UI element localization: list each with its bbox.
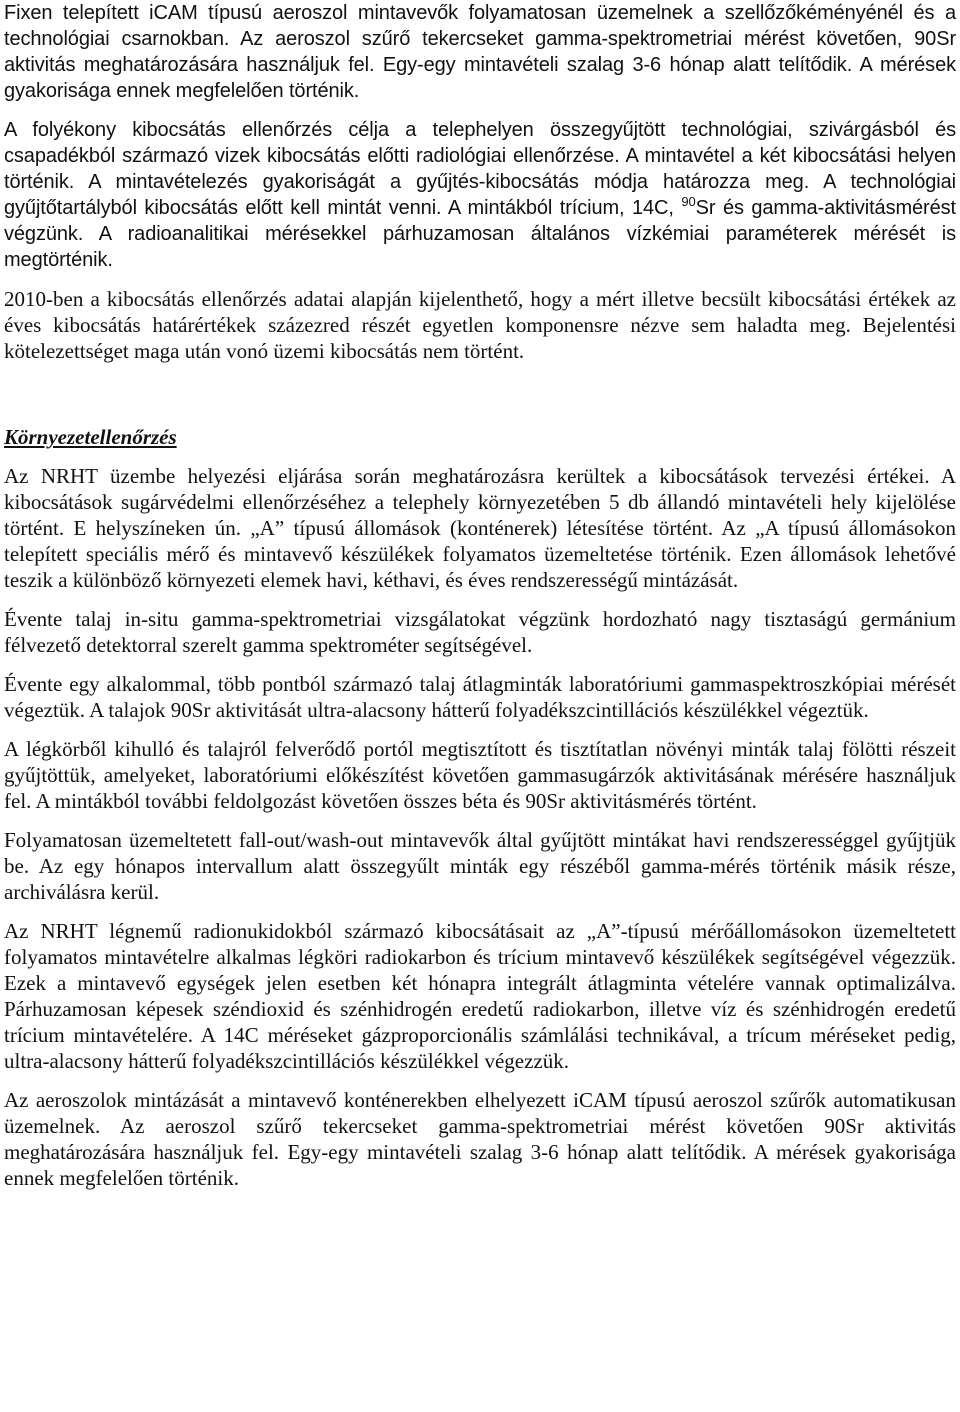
- paragraph-aerosol: Az aeroszolok mintázását a mintavevő konténerekben elhelyezett iCAM típusú aeroszol szűrők automatikusan üzemelnek. Az aeroszol szűrő tekercseket gamma-spektrometriai mérést követően 90Sr aktivitás meghatározására használjuk fel. Egy-egy mintavételi szalag 3-6 hónap alatt telítődik. A mérések gyakorisága ennek megfelelően történik.: [4, 1088, 956, 1190]
- section-heading: Környezetellenőrzés: [4, 425, 177, 449]
- paragraph-gaseous: Az NRHT légnemű radionukidokból származó kibocsátásait az „A”-típusú mérőállomásokon üzemeltetett folyamatos mintavételre alkalmas légköri radiokarbon és trícium mintavevő készülékek segítségével végezzük. Ezek a mintavevő egységek jelen esetben két hónapra integrált átlagminta vételére vannak optimalizálva. Párhuzamosan képesek széndioxid és szénhidrogén eredetű radiokarbon, illetve víz és szénhidrogén eredetű trícium mintavételére. A 14C méréseket gázproporcionális számlálási technikával, a trícum méréseket pedig, ultra-alacsony hátterű folyadékszcintillációs készülékkel végezzük.: [4, 919, 956, 1073]
- liquid-discharge-text-a: A folyékony kibocsátás ellenőrzés célja a telephelyen összegyűjtött technológiai, szivárgásból és csapadékból származó vizek kibocsátás előtti radiológiai ellenőrzése. A mintavétel a két kibocsátási helyen történik. A mintavételezés gyakoriságát a gyűjtés-kibocsátás módja határozza meg. A technológiai gyűjtőtartályból kibocsátás előtt kell mintát venni. A mintákból trícium, 14C,: [4, 119, 956, 219]
- paragraph-plant-samples: A légkörből kihulló és talajról felverődő portól megtisztított és tisztítatlan növényi minták talaj fölötti részeit gyűjtöttük, amelyeket, laboratóriumi előkészítést követően gammasugárzók aktivitásának mérésére használjuk fel. A mintákból további feldolgozást követően összes béta és 90Sr aktivitásmérés történt.: [4, 737, 956, 813]
- paragraph-liquid-discharge: [4, 117, 956, 273]
- paragraph-nrht-stations: Az NRHT üzembe helyezési eljárása során meghatározásra kerültek a kibocsátások tervezési értékei. A kibocsátások sugárvédelmi ellenőrzéséhez a telephely környezetében 5 db állandó mintavételi hely kijelölése történt. E helyszíneken ún. „A” típusú állomások (konténerek) létesítése történt. Az „A típusú állomásokon telepített speciális mérő és mintavevő készülékek folyamatos üzemeltetése történik. Ezen állomások lehetővé teszik a különböző környezeti elemek havi, kéthavi, és éves rendszerességű mintázását.: [4, 464, 956, 592]
- paragraph-fallout: Folyamatosan üzemeltetett fall-out/wash-out mintavevők által gyűjtött mintákat havi rendszerességgel gyűjtjük be. Az egy hónapos intervallum alatt összegyűlt minták egy részéből gamma-mérés történik másik része, archiválásra kerül.: [4, 828, 956, 904]
- paragraph-insitu-gamma: Évente talaj in-situ gamma-spektrometriai vizsgálatokat végzünk hordozható nagy tisztaságú germánium félvezető detektorral szerelt gamma spektrométer segítségével.: [4, 607, 956, 657]
- liquid-discharge-text-b: Sr és gamma-aktivitásmérést végzünk. A radioanalitikai mérésekkel párhuzamosan általános vízkémiai paraméterek mérését is megtörténik.: [4, 197, 956, 271]
- paragraph-discharge-2010: 2010-ben a kibocsátás ellenőrzés adatai alapján kijelenthető, hogy a mért illetve becsült kibocsátási értékek az éves kibocsátás határértékek százezred részét egyetlen komponensre nézve sem haladta meg. Bejelentési kötelezettséget maga után vonó üzemi kibocsátás nem történt.: [4, 287, 956, 363]
- strontium-superscript: 90: [681, 194, 696, 209]
- paragraph-soil-lab: Évente egy alkalommal, több pontból származó talaj átlagminták laboratóriumi gammaspektroszkópiai mérését végeztük. A talajok 90Sr aktivitását ultra-alacsony hátterű folyadékszcintillációs készülékkel végeztük.: [4, 672, 956, 722]
- document-page: [4, 0, 956, 1191]
- paragraph-icam-continuation: Fixen telepített iCAM típusú aeroszol mintavevők folyamatosan üzemelnek a szellőzőkéményénél és a technológiai csarnokban. Az aeroszol szűrő tekercseket gamma-spektrometriai mérést követően, 90Sr aktivitás meghatározására használjuk fel. Egy-egy mintavételi szalag 3-6 hónap alatt telítődik. A mérések gyakorisága ennek megfelelően történik.: [4, 2, 956, 102]
